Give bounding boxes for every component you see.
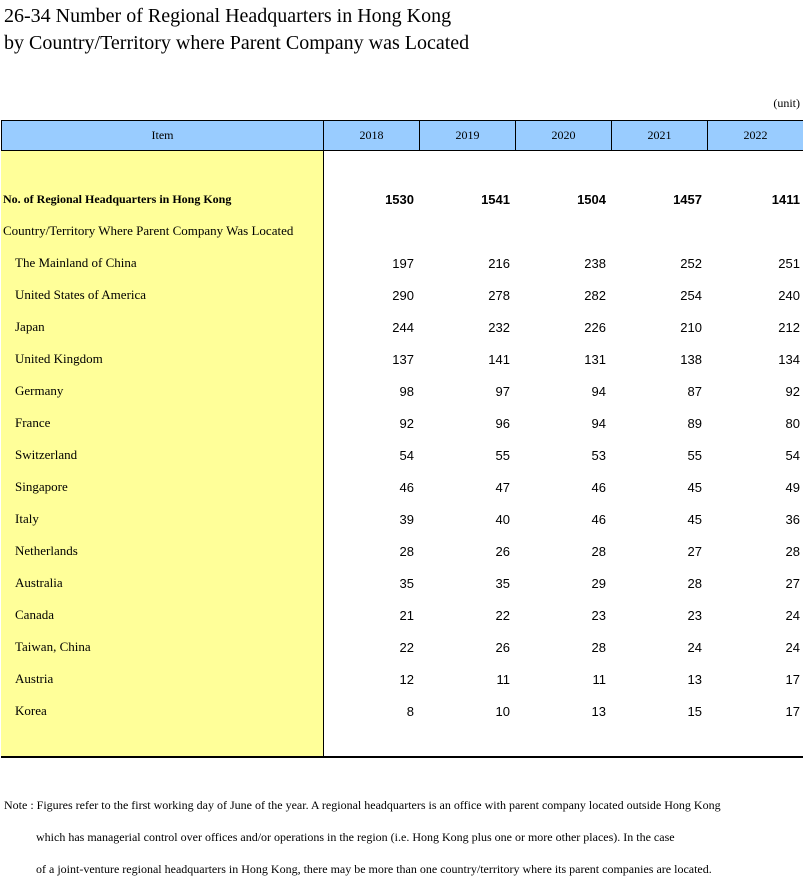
cell-2018: 137 — [392, 351, 414, 367]
cell-2020: 29 — [591, 575, 606, 591]
cell-2022: 24 — [785, 607, 800, 623]
cell-2020: 238 — [584, 255, 606, 271]
cell-2022: 240 — [778, 287, 800, 303]
table-row — [1, 663, 803, 695]
cell-2020: 13 — [591, 703, 606, 719]
table-row — [1, 471, 803, 503]
cell-2019: 278 — [488, 287, 510, 303]
cell-2021: 15 — [687, 703, 702, 719]
cell-2021: 45 — [687, 511, 702, 527]
cell-2021: 23 — [687, 607, 702, 623]
table-row — [1, 183, 803, 215]
cell-2018: 290 — [392, 287, 414, 303]
cell-2020: 282 — [584, 287, 606, 303]
table-row — [1, 279, 803, 311]
cell-2022: 1411 — [771, 191, 800, 207]
cell-2019: 55 — [495, 447, 510, 463]
cell-2022: 80 — [785, 415, 800, 431]
cell-2021: 138 — [680, 351, 702, 367]
cell-2021: 254 — [680, 287, 702, 303]
cell-2021: 55 — [687, 447, 702, 463]
cell-2022: 17 — [785, 703, 800, 719]
cell-2018: 39 — [399, 511, 414, 527]
cell-2019: 40 — [495, 511, 510, 527]
cell-2021: 45 — [687, 479, 702, 495]
row-label: Netherlands — [15, 543, 78, 558]
cell-2018: 28 — [399, 543, 414, 559]
cell-2021: 24 — [687, 639, 702, 655]
row-label: No. of Regional Headquarters in Hong Kong — [3, 191, 232, 206]
note-line-1: Note : Figures refer to the first working day of June of the year. A regional headquarters is an office with parent company located outside Hong Kong — [4, 798, 721, 812]
cell-2021: 210 — [680, 319, 702, 335]
row-label: Australia — [15, 575, 63, 590]
table-row — [1, 631, 803, 663]
table-row — [1, 503, 803, 535]
cell-2019: 97 — [495, 383, 510, 399]
cell-2019: 141 — [488, 351, 510, 367]
row-label: Italy — [15, 511, 39, 526]
cell-2018: 12 — [399, 671, 414, 687]
data-table — [1, 120, 803, 758]
cell-2018: 92 — [399, 415, 414, 431]
unit-label: (unit) — [773, 96, 800, 110]
cell-2022: 212 — [778, 319, 800, 335]
cell-2019: 216 — [488, 255, 510, 271]
row-label: Singapore — [15, 479, 68, 494]
table-row — [1, 439, 803, 471]
cell-2022: 251 — [778, 255, 800, 271]
cell-2022: 24 — [785, 639, 800, 655]
cell-2021: 89 — [687, 415, 702, 431]
cell-2018: 54 — [399, 447, 414, 463]
note-line-3: of a joint-venture regional headquarters in Hong Kong, there may be more than one country/territory where its parent companies are located. — [36, 862, 712, 876]
cell-2021: 13 — [687, 671, 702, 687]
row-label: United States of America — [15, 287, 147, 302]
header-year-2021: 2021 — [612, 121, 708, 150]
cell-2020: 1504 — [577, 191, 606, 207]
row-label: Korea — [15, 703, 47, 718]
cell-2018: 244 — [392, 319, 414, 335]
cell-2022: 36 — [785, 511, 800, 527]
row-label: Taiwan, China — [15, 639, 91, 654]
cell-2019: 26 — [495, 543, 510, 559]
cell-2020: 11 — [592, 671, 606, 687]
cell-2020: 23 — [591, 607, 606, 623]
cell-2019: 22 — [495, 607, 510, 623]
table-row — [1, 535, 803, 567]
header-year-2019: 2019 — [420, 121, 516, 150]
cell-2020: 46 — [591, 511, 606, 527]
cell-2018: 46 — [399, 479, 414, 495]
table-row — [1, 311, 803, 343]
table-body — [1, 151, 803, 758]
cell-2019: 232 — [488, 319, 510, 335]
cell-2020: 131 — [584, 351, 606, 367]
table-row — [1, 343, 803, 375]
table-row — [1, 567, 803, 599]
cell-2018: 35 — [399, 575, 414, 591]
header-year-2020: 2020 — [516, 121, 612, 150]
cell-2020: 94 — [591, 415, 606, 431]
cell-2019: 11 — [496, 671, 510, 687]
table-row — [1, 247, 803, 279]
row-label: Austria — [15, 671, 54, 686]
cell-2022: 54 — [785, 447, 800, 463]
cell-2018: 98 — [399, 383, 414, 399]
table-row — [1, 215, 803, 247]
cell-2019: 35 — [495, 575, 510, 591]
note-line-2: which has managerial control over offices and/or operations in the region (i.e. Hong Kong plus one or more other places). In the case — [36, 830, 675, 844]
cell-2021: 1457 — [673, 191, 702, 207]
cell-2020: 94 — [591, 383, 606, 399]
cell-2018: 8 — [406, 703, 414, 719]
table-row — [1, 599, 803, 631]
row-label: The Mainland of China — [15, 255, 137, 270]
cell-2021: 27 — [687, 543, 702, 559]
cell-2020: 28 — [591, 639, 606, 655]
header-item: Item — [2, 121, 324, 150]
row-label: Switzerland — [15, 447, 78, 462]
page-title-line-2: by Country/Territory where Parent Company was Located — [4, 32, 470, 54]
cell-2021: 252 — [680, 255, 702, 271]
cell-2020: 226 — [584, 319, 606, 335]
cell-2018: 197 — [392, 255, 414, 271]
row-label: United Kingdom — [15, 351, 103, 366]
table-header-row — [1, 120, 803, 151]
cell-2022: 27 — [785, 575, 800, 591]
cell-2020: 46 — [591, 479, 606, 495]
cell-2022: 134 — [778, 351, 800, 367]
cell-2019: 47 — [495, 479, 510, 495]
cell-2021: 28 — [687, 575, 702, 591]
cell-2020: 28 — [591, 543, 606, 559]
cell-2022: 49 — [785, 479, 800, 495]
cell-2022: 28 — [785, 543, 800, 559]
cell-2018: 22 — [399, 639, 414, 655]
row-label: France — [15, 415, 51, 430]
table-row — [1, 695, 803, 727]
cell-2022: 92 — [785, 383, 800, 399]
cell-2019: 10 — [495, 703, 510, 719]
header-year-2018: 2018 — [324, 121, 420, 150]
row-label: Country/Territory Where Parent Company Was Located — [3, 223, 294, 238]
cell-2019: 26 — [495, 639, 510, 655]
cell-2018: 21 — [399, 607, 414, 623]
table-row — [1, 407, 803, 439]
row-label: Canada — [15, 607, 54, 622]
cell-2020: 53 — [591, 447, 606, 463]
header-year-2022: 2022 — [743, 128, 768, 142]
row-label: Japan — [15, 319, 45, 334]
cell-2022: 17 — [785, 671, 800, 687]
cell-2019: 1541 — [481, 191, 510, 207]
cell-2021: 87 — [687, 383, 702, 399]
row-label: Germany — [15, 383, 64, 398]
cell-2018: 1530 — [385, 191, 414, 207]
cell-2019: 96 — [495, 415, 510, 431]
table-row — [1, 375, 803, 407]
page-title-line-1: 26-34 Number of Regional Headquarters in Hong Kong — [4, 5, 452, 27]
